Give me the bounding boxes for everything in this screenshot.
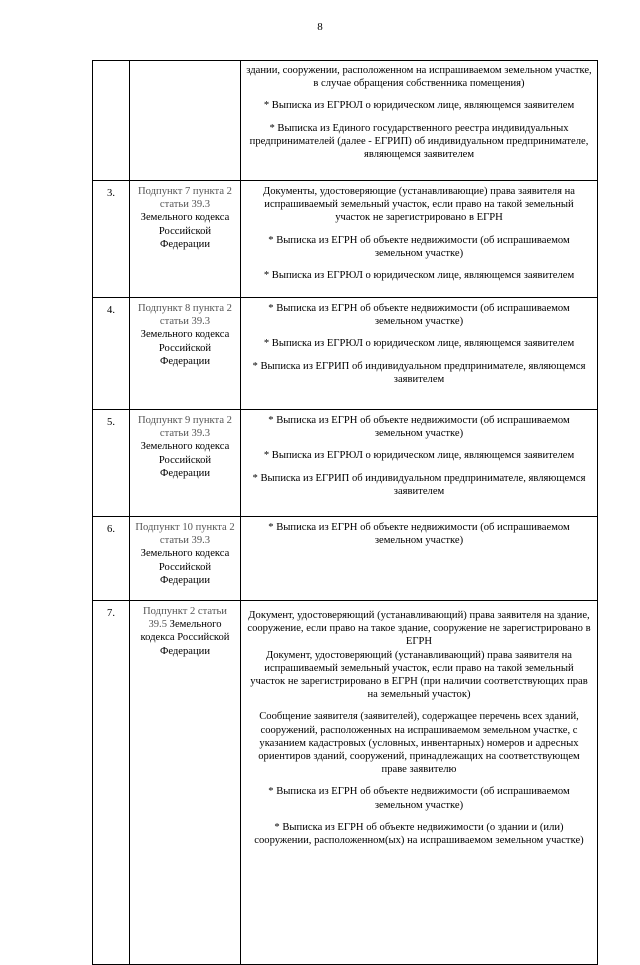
legal-basis-code: Земельного кодекса Российской Федерации xyxy=(140,619,230,657)
document-item: * Выписка из ЕГРИП об индивидуальном предпринимателе, являющемся заявителем xyxy=(252,360,586,385)
document-item: Документ, удостоверяющий (устанавливающий) права заявителя на испрашиваемый земельный участок, если право на такой земельный участок не зарегистрировано в ЕГРН (при наличии соответствующих прав на земельный участок) xyxy=(250,649,588,701)
documents-cell xyxy=(241,181,598,298)
documents-cell xyxy=(241,61,598,181)
table-row xyxy=(93,410,598,517)
documents-cell xyxy=(241,410,598,517)
legal-basis-code: Земельного кодекса Российской Федерации xyxy=(140,548,230,586)
table-row xyxy=(93,601,598,965)
table-row xyxy=(93,517,598,601)
document-item: Сообщение заявителя (заявителей), содержащее перечень всех зданий, сооружений, расположенных на испрашиваемом земельном участке, с указанием кадастровых (условных, инвентарных) номеров и адресных ориентиров зданий, сооружений, принадлежащих на соответствующем праве заявителю xyxy=(258,711,580,776)
legal-basis-article: Подпункт 9 пункта 2 статьи 39.3 xyxy=(138,415,232,440)
document-item: * Выписка из ЕГРН об объекте недвижимости (об испрашиваемом земельном участке) xyxy=(268,303,570,328)
document-item: Документы, удостоверяющие (устанавливающие) права заявителя на испрашиваемый земельный участок, если право на такой земельный участок не зарегистрировано в ЕГРН xyxy=(263,186,575,224)
document-item: * Выписка из ЕГРН об объекте недвижимости (об испрашиваемом земельном участке) xyxy=(268,786,570,811)
row-number-cell: 6. xyxy=(93,517,130,601)
table-row xyxy=(93,181,598,298)
document-item: * Выписка из ЕГРН об объекте недвижимости (об испрашиваемом земельном участке) xyxy=(268,522,570,547)
document-item: * Выписка из ЕГРН об объекте недвижимости (об испрашиваемом земельном участке) xyxy=(268,234,570,259)
legal-basis-article: Подпункт 7 пункта 2 статьи 39.3 xyxy=(138,186,232,211)
documents-cell xyxy=(241,298,598,410)
documents-cell xyxy=(241,517,598,601)
legal-basis-article: Подпункт 8 пункта 2 статьи 39.3 xyxy=(138,303,232,328)
legal-basis-cell xyxy=(130,61,241,181)
document-item: * Выписка из ЕГРЮЛ о юридическом лице, являющемся заявителем xyxy=(263,338,575,350)
document-item: * Выписка из ЕГРЮЛ о юридическом лице, являющемся заявителем xyxy=(263,100,575,112)
legal-basis-article: Подпункт 2 статьи 39.5 xyxy=(143,606,227,631)
legal-basis-code: Земельного кодекса Российской Федерации xyxy=(140,212,230,250)
document-item: * Выписка из ЕГРЮЛ о юридическом лице, являющемся заявителем xyxy=(263,450,575,462)
legal-basis-cell xyxy=(130,410,241,517)
legal-basis-cell xyxy=(130,298,241,410)
legal-basis-cell xyxy=(130,601,241,965)
legal-basis-cell xyxy=(130,517,241,601)
legal-basis-cell xyxy=(130,181,241,298)
document-item: * Выписка из Единого государственного реестра индивидуальных предпринимателей (далее - ЕГРИП) об индивидуальном предпринимателе, являющемся заявителем xyxy=(249,122,589,161)
legal-basis-article: Подпункт 10 пункта 2 статьи 39.3 xyxy=(135,522,235,547)
documents-table xyxy=(92,60,598,965)
row-number-cell: 7. xyxy=(93,601,130,965)
table-row xyxy=(93,298,598,410)
legal-basis-code: Земельного кодекса Российской Федерации xyxy=(140,441,230,479)
document-item: * Выписка из ЕГРН об объекте недвижимости (об испрашиваемом земельном участке) xyxy=(268,415,570,440)
documents-cell xyxy=(241,601,598,965)
document-item: * Выписка из ЕГРИП об индивидуальном предпринимателе, являющемся заявителем xyxy=(252,472,586,497)
page-number: 8 xyxy=(317,21,323,33)
row-number-cell: 5. xyxy=(93,410,130,517)
row-number-cell xyxy=(93,61,130,181)
legal-basis-code: Земельного кодекса Российской Федерации xyxy=(140,329,230,367)
table-row-continuation xyxy=(93,61,598,181)
row-number-cell: 3. xyxy=(93,181,130,298)
document-item: * Выписка из ЕГРН об объекте недвижимости (о здании и (или) сооружении, расположенном(ых) на испрашиваемом земельном участке) xyxy=(254,821,584,847)
document-item: Документ, удостоверяющий (устанавливающий) права заявителя на здание, сооружение, если право на такое здание, сооружение не зарегистрировано в ЕГРН xyxy=(247,610,591,648)
document-item: * Выписка из ЕГРЮЛ о юридическом лице, являющемся заявителем xyxy=(263,270,575,282)
document-item: здании, сооружении, расположенном на испрашиваемом земельном участке, в случае обращения собственника помещения) xyxy=(246,65,592,90)
row-number-cell: 4. xyxy=(93,298,130,410)
